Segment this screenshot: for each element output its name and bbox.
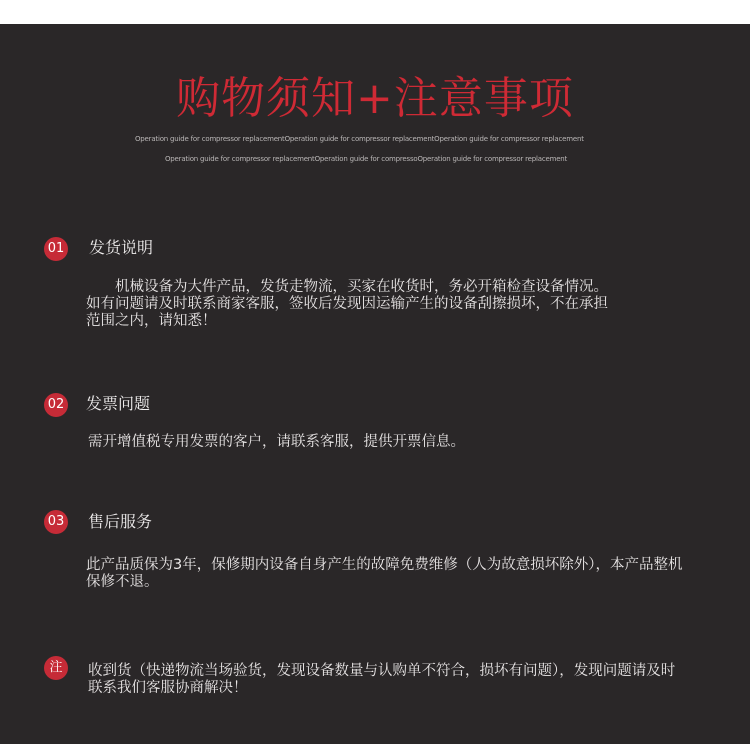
- section-03-body: 此产品质保为3年，保修期内设备自身产生的故障免费维修（人为故意损坏除外），本产品整机保修不退。: [86, 557, 683, 590]
- section-02-heading: 发票问题: [86, 394, 151, 413]
- section-02-body: 需开增值税专用发票的客户，请联系客服，提供开票信息。: [88, 434, 465, 450]
- note-body: 收到货（快递物流当场验货，发现设备数量与认购单不符合，损坏有问题），发现问题请及时联系我们客服协商解决！: [88, 663, 676, 696]
- note-badge: 注: [44, 656, 68, 680]
- page-subtitle-line-2: Operation guide for compressor replacementOperation guide for compressoOperation guide for compressor replacement: [165, 155, 568, 163]
- section-01-body: 机械设备为大件产品，发货走物流，买家在收货时，务必开箱检查设备情况。如有问题请及时联系商家客服，签收后发现因运输产生的设备刮擦损坏，不在承担范围之内，请知悉！: [86, 279, 608, 329]
- page-title: 购物须知+注意事项: [176, 73, 574, 124]
- section-03-number-badge: 03: [44, 510, 68, 534]
- notice-panel: [0, 24, 750, 744]
- page-subtitle-line-1: Operation guide for compressor replacementOperation guide for compressor replacementOperation guide for compressor replacement: [135, 135, 584, 143]
- section-02-number-badge: 02: [44, 393, 68, 417]
- section-01-number-badge: 01: [44, 237, 68, 261]
- section-03-heading: 售后服务: [88, 512, 153, 531]
- section-01-heading: 发货说明: [89, 238, 154, 257]
